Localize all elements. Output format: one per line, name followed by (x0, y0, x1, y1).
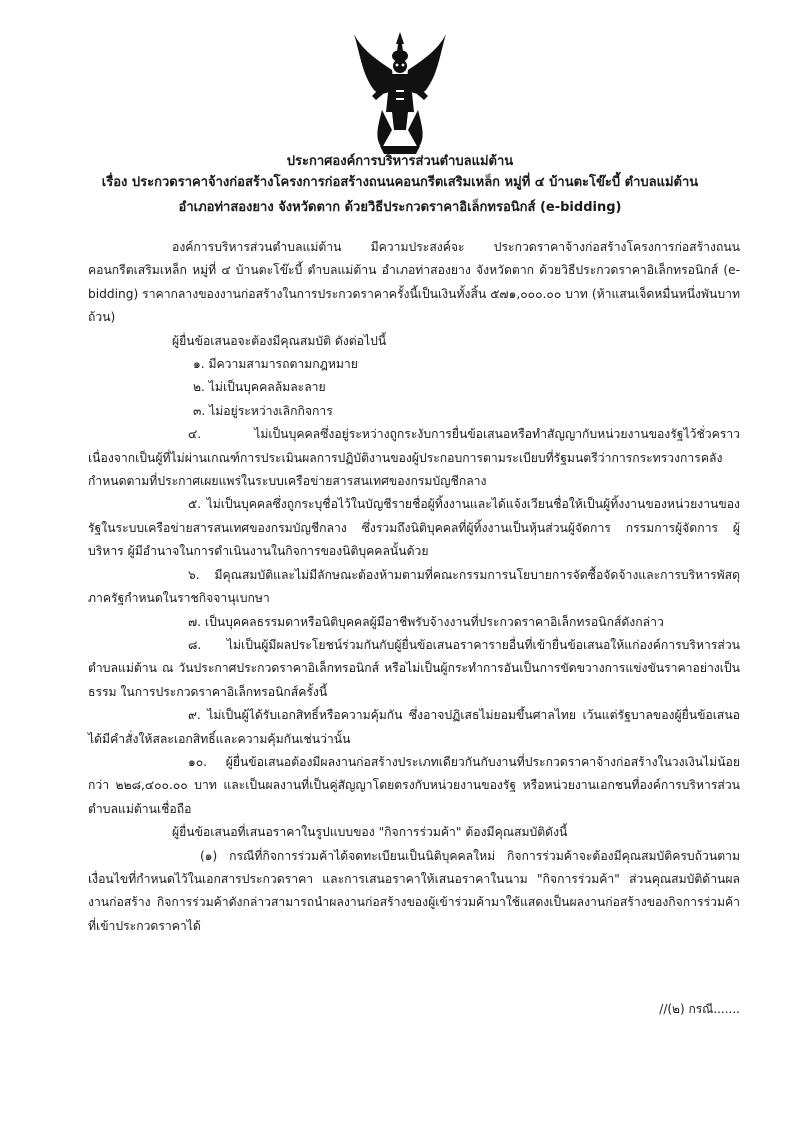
qualification-item: ๑๐. ผู้ยื่นข้อเสนอต้องมีผลงานก่อสร้างประเภทเดียวกันกับงานที่ประกวดราคาจ้างก่อสร้างในวงเงินไม่น้อยกว่า ๒๒๘,๔๐๐.๐๐ บาท และเป็นผลงานที่เป็นคู่สัญญาโดยตรงกับหน่วยงานของรัฐ หรือหน่วยงานเอกชนที่องค์การบริหารส่วนตำบลแม่ต้านเชื่อถือ (88, 754, 740, 816)
document-body (88, 236, 740, 938)
qualification-item: ๔. ไม่เป็นบุคคลซึ่งอยู่ระหว่างถูกระงับการยื่นข้อเสนอหรือทำสัญญากับหน่วยงานของรัฐไว้ชั่วคราว เนื่องจากเป็นผู้ที่ไม่ผ่านเกณฑ์การประเมินผลการปฏิบัติงานของผู้ประกอบการตามระเบียบที่รัฐมนตรีว่าการกระทรวงการคลังกำหนดตามที่ประกาศเผยแพร่ในระบบเครือข่ายสารสนเทศของกรมบัญชีกลาง (88, 427, 740, 489)
joint-venture-lead: ผู้ยื่นข้อเสนอที่เสนอราคาในรูปแบบของ "กิจการร่วมค้า" ต้องมีคุณสมบัติดังนี้ (172, 825, 568, 840)
qualification-item: ๒. ไม่เป็นบุคคลล้มละลาย (193, 380, 326, 395)
announcement-subject-cont: อำเภอท่าสองยาง จังหวัดตาก ด้วยวิธีประกวดราคาอิเล็กทรอนิกส์ (e-bidding) (178, 200, 622, 215)
qualification-item: ๖. มีคุณสมบัติและไม่มีลักษณะต้องห้ามตามที่คณะกรรมการนโยบายการจัดซื้อจัดจ้างและการบริหารพัสดุภาครัฐกำหนดในราชกิจจานุเบกษา (88, 567, 740, 606)
joint-venture-item: (๑) กรณีที่กิจการร่วมค้าได้จดทะเบียนเป็นนิติบุคคลใหม่ กิจการร่วมค้าจะต้องมีคุณสมบัติครบถ้วนตามเงื่อนไขที่กำหนดไว้ในเอกสารประกวดราคา และการเสนอราคาให้เสนอราคาในนาม "กิจการร่วมค้า" ส่วนคุณสมบัติด้านผลงานก่อสร้าง กิจการร่วมค้าดังกล่าวสามารถนำผลงานก่อสร้างของผู้เข้าร่วมค้ามาใช้แสดงเป็นผลงานก่อสร้างของกิจการร่วมค้าที่เข้าประกวดราคาได้ (88, 848, 740, 933)
qualification-item: ๙. ไม่เป็นผู้ได้รับเอกสิทธิ์หรือความคุ้มกัน ซึ่งอาจปฏิเสธไม่ยอมขึ้นศาลไทย เว้นแต่รัฐบาลของผู้ยื่นข้อเสนอได้มีคำสั่งให้สละเอกสิทธิ์และความคุ้มกันเช่นว่านั้น (88, 708, 740, 746)
qualifications-lead: ผู้ยื่นข้อเสนอจะต้องมีคุณสมบัติ ดังต่อไปนี้ (172, 333, 387, 348)
announcement-title: ประกาศองค์การบริหารส่วนตำบลแม่ต้าน (286, 154, 514, 169)
announcement-subject: เรื่อง ประกวดราคาจ้างก่อสร้างโครงการก่อสร้างถนนคอนกรีตเสริมเหล็ก หมู่ที่ ๔ บ้านตะโข๊ะบี้ ตำบลแม่ต้าน (101, 175, 699, 190)
qualification-item: ๘. ไม่เป็นผู้มีผลประโยชน์ร่วมกันกับผู้ยื่นข้อเสนอราคารายอื่นที่เข้ายื่นข้อเสนอให้แก่องค์การบริหารส่วนตำบลแม่ต้าน ณ วันประกาศประกวดราคาอิเล็กทรอนิกส์ หรือไม่เป็นผู้กระทำการอันเป็นการขัดขวางการแข่งขันราคาอย่างเป็นธรรม ในการประกวดราคาอิเล็กทรอนิกส์ครั้งนี้ (88, 637, 740, 699)
page-continuation: //(๒) กรณี....... (659, 1002, 740, 1016)
qualification-item: ๕. ไม่เป็นบุคคลซึ่งถูกระบุชื่อไว้ในบัญชีรายชื่อผู้ทิ้งงานและได้แจ้งเวียนชื่อให้เป็นผู้ทิ้งงานของหน่วยงานของรัฐในระบบเครือข่ายสารสนเทศของกรมบัญชีกลาง ซึ่งรวมถึงนิติบุคคลที่ผู้ทิ้งงานเป็นหุ้นส่วนผู้จัดการ กรรมการผู้จัดการ ผู้บริหาร ผู้มีอำนาจในการดำเนินงานในกิจการของนิติบุคคลนั้นด้วย (88, 497, 740, 559)
qualification-item: ๗. เป็นบุคคลธรรมดาหรือนิติบุคคลผู้มีอาชีพรับจ้างงานที่ประกวดราคาอิเล็กทรอนิกส์ดังกล่าว (188, 614, 664, 629)
qualification-item: ๓. ไม่อยู่ระหว่างเลิกกิจการ (193, 403, 333, 418)
garuda-emblem-icon (352, 30, 448, 154)
qualification-item: ๑. มีความสามารถตามกฎหมาย (193, 357, 358, 372)
intro-paragraph: องค์การบริหารส่วนตำบลแม่ต้าน มีความประสงค์จะ ประกวดราคาจ้างก่อสร้างโครงการก่อสร้างถนนคอนกรีตเสริมเหล็ก หมู่ที่ ๔ บ้านตะโข๊ะบี้ ตำบลแม่ต้าน อำเภอท่าสองยาง จังหวัดตาก ด้วยวิธีประกวดราคาอิเล็กทรอนิกส์ (e-bidding) ราคากลางของงานก่อสร้างในการประกวดราคาครั้งนี้เป็นเงินทั้งสิ้น ๕๗๑,๐๐๐.๐๐ บาท (ห้าแสนเจ็ดหมื่นหนึ่งพันบาทถ้วน) (88, 240, 740, 325)
